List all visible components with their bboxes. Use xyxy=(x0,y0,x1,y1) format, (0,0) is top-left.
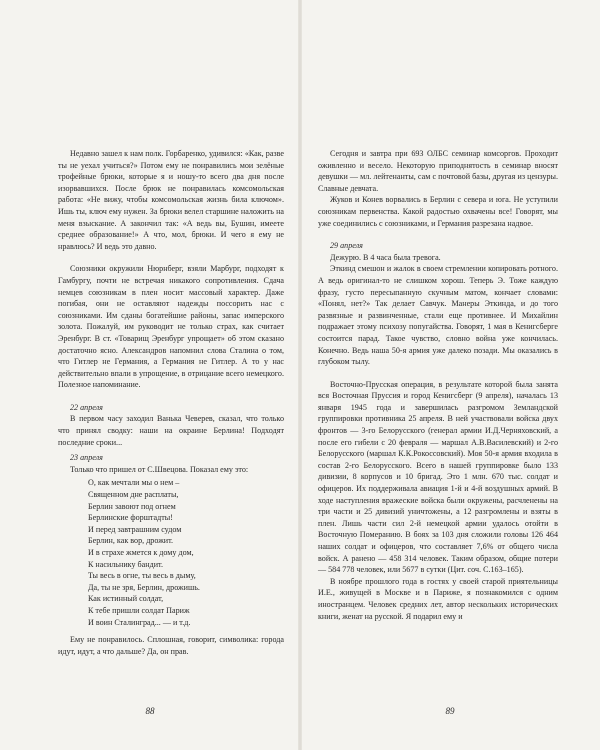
date-heading: 22 апреля xyxy=(70,402,103,412)
paragraph: В ноябре прошлого года в гостях у своей старой приятельницы И.Е., живущей в Москве и в Париже, я познакомился с одним иностранцем. Человек средних лет, автор нескольких исторических книги, женат на русской. Я подарил ему и xyxy=(318,576,558,621)
poem-line: К насильнику бандит. xyxy=(88,559,163,569)
poem-line: Как истинный солдат, xyxy=(88,594,164,604)
poem xyxy=(58,477,284,628)
page-number: 88 xyxy=(145,706,155,716)
paragraph: Только что пришел от С.Швецова. Показал ему это: xyxy=(70,464,249,474)
poem-line: Берлин завоют под огнем xyxy=(88,501,176,511)
paragraph: Недавно зашел к нам полк. Горбаренко, удивился: «Как, разве ты не уехал учиться?» Потом ему не понравились мои зелёные трофейные брюки, которые я и ношу-то всего два дня после изорвавшихся. После брюк не понравилась комсомольская работа: «Не вижу, чтобы комсомольская жизнь била ключом». Ишь ты, ключ ему нужен. За брюки велел старшине наложить на меня взыскание. А закончил так: «А ведь вы, Бушин, имеете среднее образование!» А что, мол, брюки. И чего я ему не нравлюсь? И ведь это давно. xyxy=(58,149,284,251)
paragraph: Восточно-Прусская операция, в результате которой была занята вся Восточная Пруссия и город Кенигсберг (9 апреля), началась 13 января 1945 года и завершилась разгромом Земландской группировки противника 25 апреля. В ней участвовали войска двух фронтов — 3-го Белорусского (генерал армии И.Д.Черняховский, а после его гибели с 20 февраля — маршал А.В.Василевский) и 2-го Белорусского (маршал К.К.Рокоссовский). Моя 50-я армия входила в состав 2-го Белорусского. Всего в нашей группировке было 133 дивизии, 8 корпусов и 10 бригад. Это 1 млн. 670 тыс. солдат и офицеров. Их поддерживала авиация 1-й и 4-й воздушных армий. В ходе наступления вражеские войска были окружены, расчленены на три части и 25 дивизий уничтожены, а 12 разгромлены и взяты в плен. Лишь части сил 2-й немецкой армии удалось отойти в Восточную Померанию. В боях за 103 дня сложили головы 126 464 наших солдат и офицеров, что составляет 7,6% от общего числа войск. А ранено — 458 314 человек. Таким образом, общие потери — 584 778 человек, или 5677 в сутки (Цит. соч. С.163–165). xyxy=(318,379,558,575)
right-page xyxy=(300,0,600,750)
date-heading: 23 апреля xyxy=(70,453,103,463)
poem-line: Ты весь в огне, ты весь в дыму, xyxy=(88,571,196,581)
poem-line: Да, ты не зря, Берлин, дрожишь. xyxy=(88,582,200,592)
poem-line: И воин Сталинград... — и т.д. xyxy=(88,617,191,627)
poem-line: К тебе пришли солдат Париж xyxy=(88,605,190,615)
paragraph: Дежурю. В 4 часа была тревога. xyxy=(330,252,441,262)
page-number: 89 xyxy=(445,706,455,716)
left-paragraphs-1 xyxy=(58,148,284,252)
poem-line: Священном дне расплаты, xyxy=(88,490,179,500)
paragraph: Эткинд смешон и жалок в своем стремлении копировать ротного. А ведь оригинал-то не слишком хорош. Теперь Э. Тоже каждую фразу, густо пересыпанную скучным матом, кончает словами: «Понял, нет?» Так делает Савчук. Манеры Эткинда, и до того развязные и развинченные, стали еще противнее. И Михайлин подражает этому психозу попугайства. Говорят, 1 мая в Кенигсберге состоится парад. Такое чувство, словно война уже кончилась. Конечно. Ведь наша 50-я армия уже далеко позади. Мы оказались в глубоком тылу. xyxy=(318,264,558,367)
poem-line: Берлин, как вор, дрожит. xyxy=(88,536,174,546)
paragraph: Сегодня и завтра при 693 ОЛБС семинар комсоргов. Проходит оживленно и весело. Некоторую приподнятость в семинар вносят девушки — мл. лейтенанты, сам с почтовой базы, другая из цензуры. Славные девчата. xyxy=(318,149,558,193)
poem-line: Берлинские форштадты! xyxy=(88,513,173,523)
paragraph: Ему не понравилось. Сплошная, говорит, символика: города идут, идут, а что дальше? Да, он прав. xyxy=(58,635,284,656)
poem-line: И перед завтрашним судом xyxy=(88,524,182,534)
paragraph: В первом часу заходил Ванька Чеверев, сказал, что только что принял сводку: наши на окраине Берлина! Подходят последние сроки... xyxy=(58,414,284,447)
paragraph: Союзники окружили Нюрнберг, взяли Марбург, подходят к Гамбургу, почти не встречая никакого сопротивления. Сдача немцев союзникам в плен носит массовый характер. Даже погибая, они не оставляют надежды поссорить нас с союзниками. Им сданы богатейшие районы, запас имперского золота. Пожалуй, им руководит не только страх, как считает Эренбург. В ст. «Товарищ Эренбург упрощает» об этом сказано достаточно ясно. Александров напомнил слова Сталина о том, что Гитлер не Германия, а Германия не Гитлер. А то у нас действительно впали в упрощение, в отрицание всего немецкого. Полезное напоминание. xyxy=(58,264,284,390)
paragraph: Жуков и Конев ворвались в Берлин с севера и юга. Не уступили союзникам первенства. Какой радостью охвачены все! Говорят, мы уже соединились с союзниками, и Германия разрезана надвое. xyxy=(318,195,558,228)
date-heading: 29 апреля xyxy=(330,241,363,251)
left-paragraphs-2 xyxy=(58,263,284,391)
poem-line: И в страхе жмется к дому дом, xyxy=(88,548,194,557)
poem-line: О, как мечтали мы о нем – xyxy=(88,478,180,488)
